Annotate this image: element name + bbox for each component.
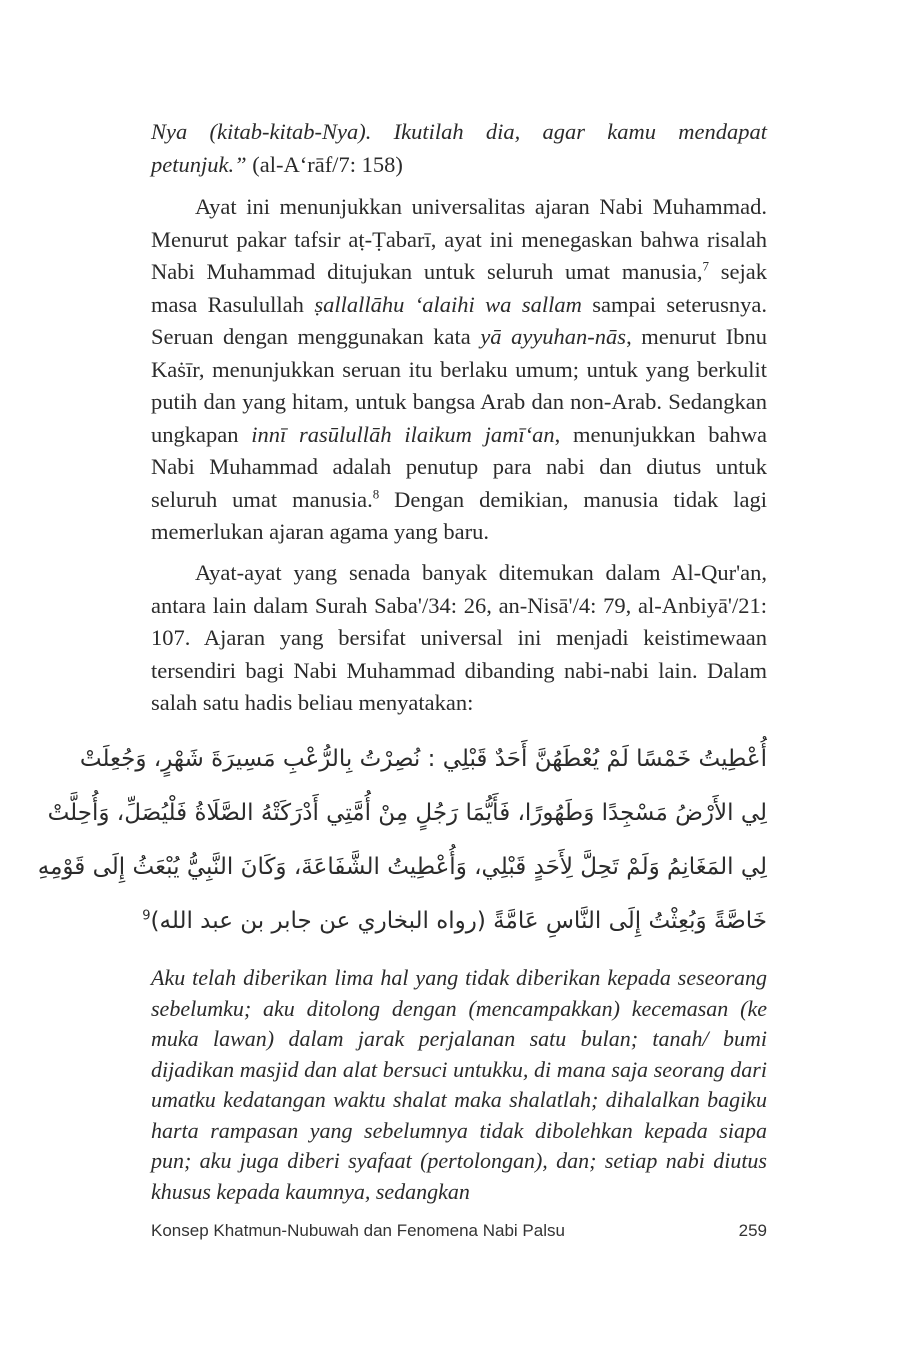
page-number: 259 xyxy=(738,1221,767,1240)
para2-text-3: sampai seterusnya. Seruan dengan menggunakan kata xyxy=(151,291,767,349)
para2-italic-inni-rasulullah: innī rasūlullāh ilaikum jamī‘an xyxy=(251,421,555,447)
hadith-arabic xyxy=(37,732,767,948)
paragraph-quran-quote-end xyxy=(151,116,767,181)
translation-text: Aku telah diberikan lima hal yang tidak diberikan kepada seseorang sebelumku; aku ditolong dengan (mencampakkan) kecemasan (ke muka lawan) dalam jarak perjalanan satu bulan; tanah/ bumi dijadikan masjid dan alat bersuci untukku, di mana saja seorang dari umatku kedatangan waktu shalat maka shalatlah; dihalalkan bagiku harta rampasan yang sebelumnya tidak dibolehkan kepada siapa pun; aku juga diberi syafaat (pertolongan), dan; setiap nabi diutus khusus kepada kaumnya, sedangkan xyxy=(151,965,767,1204)
para2-italic-salawat: ṣallallāhu ‘alaihi wa sallam xyxy=(314,291,582,317)
paragraph-universality xyxy=(151,191,767,549)
footer-book-title: Konsep Khatmun-Nubuwah dan Fenomena Nabi Palsu xyxy=(151,1221,565,1240)
para3-text: Ayat-ayat yang senada banyak ditemukan dalam Al-Qur'an, antara lain dalam Surah Saba'/34: 26, an-Nisā'/4: 79, al-Anbiyā'/21: 107. Ajaran yang bersifat universal ini menjadi keistimewaan tersendiri bagi Nabi Muhammad dibanding nabi-nabi lain. Dalam salah satu hadis beliau menyatakan: xyxy=(151,560,767,715)
hadith-line-3: لِي المَغَانِمُ وَلَمْ تَحِلَّ لِأَحَدٍ قَبْلِي، وَأُعْطِيتُ الشَّفَاعَةَ، وَكَانَ النَّبِيُّ يُبْعَثُ إِلَى قَوْمِهِ xyxy=(37,854,767,880)
para2-text-4: , menurut Ibnu Kaṡīr, menunjukkan seruan itu berlaku umum; untuk yang berkulit putih dan yang hitam, untuk bangsa Arab dan non-Arab. Sedangkan ungkapan xyxy=(151,324,767,447)
paragraph-similar-verses xyxy=(151,557,767,720)
para2-text-1: Ayat ini menunjukkan universalitas ajaran Nabi Muhammad. Menurut pakar tafsir aṭ-Ṭabarī, ayat ini menegaskan bahwa risalah Nabi Muhammad ditujukan untuk seluruh umat manusia, xyxy=(151,194,767,284)
para2-italic-ya-ayyuhan-nas: yā ayyuhan-nās xyxy=(480,324,627,349)
hadith-translation xyxy=(151,963,767,1207)
para2-text-6: Dengan demikian, manusia tidak lagi memerlukan ajaran agama yang baru. xyxy=(151,486,767,544)
hadith-line-4-text: خَاصَّةً وَبُعِثْتُ إِلَى النَّاسِ عَامَّةً (رواه البخاري عن جابر بن عبد الله) xyxy=(150,908,767,934)
para2-text-5: , menunjukkan bahwa Nabi Muhammad adalah penutup para nabi dan diutus untuk seluruh umat manusia. xyxy=(151,421,767,512)
footnote-marker-9[interactable]: 9 xyxy=(142,908,151,924)
para2-text-2: sejak masa Rasulullah xyxy=(151,259,768,317)
page-footer xyxy=(151,1221,767,1241)
quote-reference: (al-A‘rāf/7: 158) xyxy=(246,151,403,177)
hadith-line-2: لِي الأَرْضُ مَسْجِدًا وَطَهُورًا، فَأَيُّمَا رَجُلٍ مِنْ أُمَّتِي أَدْرَكَتْهُ الصَّلَاةُ فَلْيُصَلِّ، وَأُحِلَّتْ xyxy=(47,800,767,826)
quote-italic-text: Nya (kitab-kitab-Nya). Ikutilah dia, agar kamu mendapat petunjuk.” xyxy=(151,119,767,177)
hadith-line-1: أُعْطِيتُ خَمْسًا لَمْ يُعْطَهُنَّ أَحَدٌ قَبْلِي : نُصِرْتُ بِالرُّعْبِ مَسِيرَةَ شَهْرٍ، وَجُعِلَتْ xyxy=(79,746,767,772)
footnote-marker-8[interactable]: 8 xyxy=(372,486,380,501)
footnote-marker-7[interactable]: 7 xyxy=(702,258,709,274)
hadith-line-4 xyxy=(142,894,767,948)
